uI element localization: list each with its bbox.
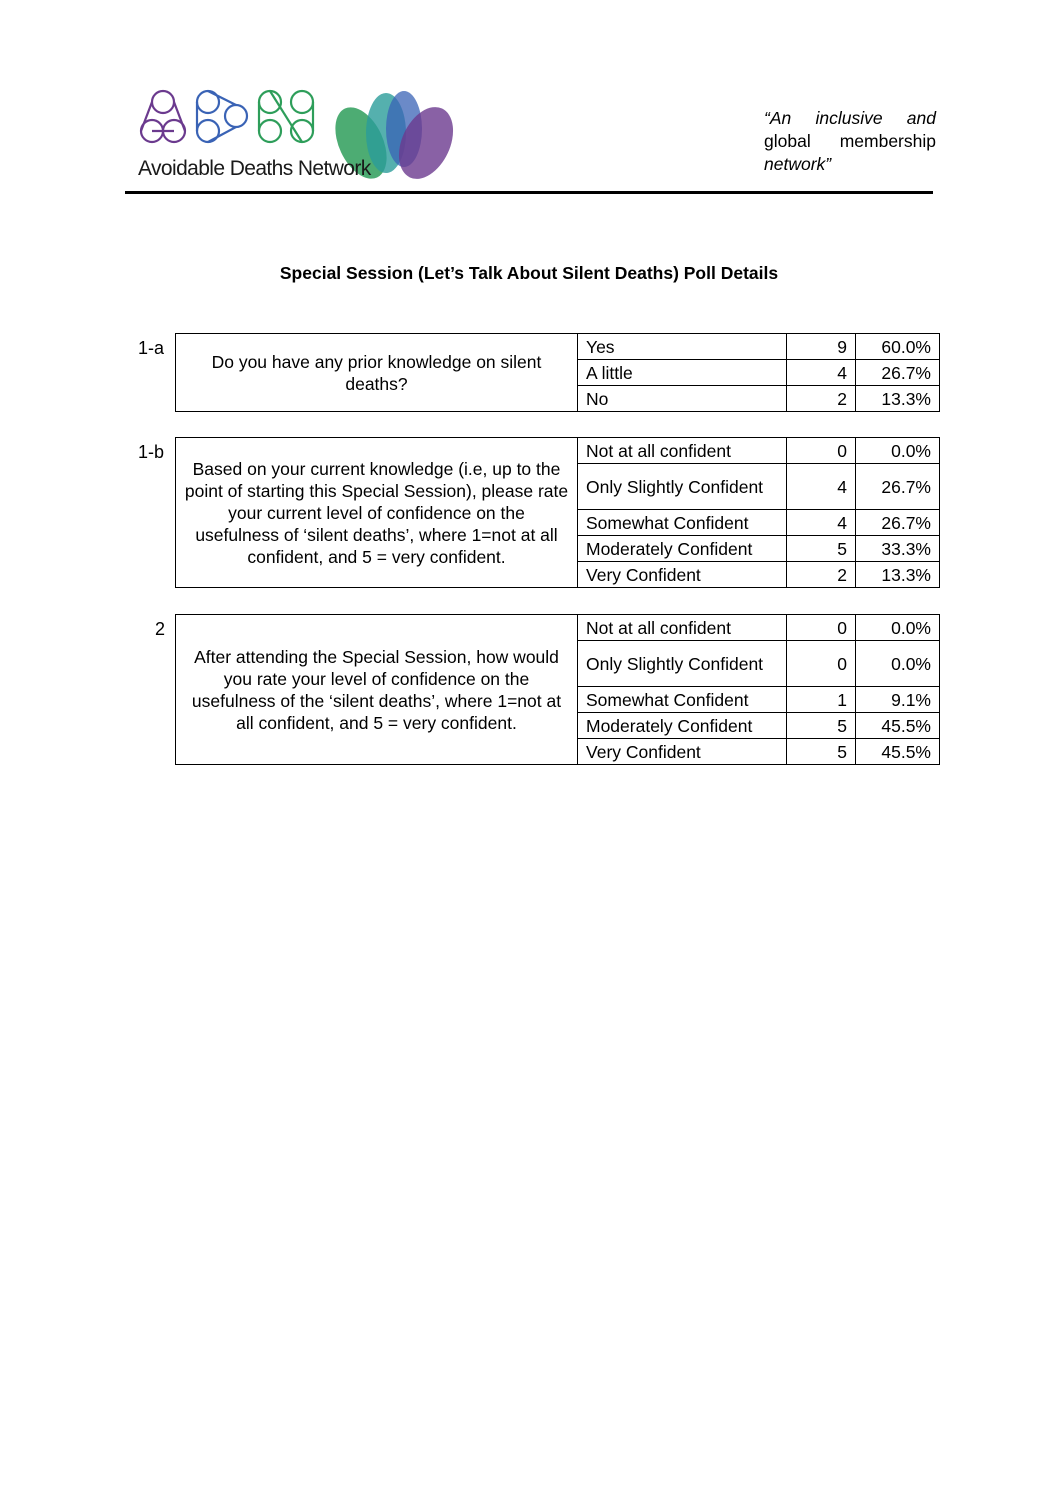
page-header: [0, 0, 1058, 200]
response-percent: 0.0%: [856, 641, 940, 687]
question-number: 1-b: [138, 442, 165, 462]
response-option: A little: [578, 360, 787, 386]
question-number: 2: [155, 619, 166, 639]
poll-table-2: [175, 614, 940, 765]
tagline-word: and: [906, 108, 936, 128]
tagline-word: membership: [839, 131, 936, 151]
question-text: After attending the Special Session, how would you rate your level of confidence on the usefulness of the ‘silent deaths’, where 1=not at all confident, and 5 = very confident.: [176, 615, 578, 765]
response-count: 1: [787, 687, 856, 713]
response-count: 2: [787, 386, 856, 412]
response-percent: 26.7%: [856, 510, 940, 536]
tagline: [764, 107, 936, 176]
tagline-word: global: [764, 131, 811, 151]
response-option: Somewhat Confident: [578, 687, 787, 713]
response-count: 5: [787, 713, 856, 739]
response-percent: 45.5%: [856, 739, 940, 765]
tagline-word: “An: [764, 108, 792, 128]
response-percent: 13.3%: [856, 562, 940, 588]
response-option: Not at all confident: [578, 438, 787, 464]
response-count: 4: [787, 510, 856, 536]
question-number: 1-a: [138, 338, 165, 358]
response-percent: 0.0%: [856, 615, 940, 641]
response-percent: 9.1%: [856, 687, 940, 713]
response-option: No: [578, 386, 787, 412]
response-count: 2: [787, 562, 856, 588]
response-percent: 0.0%: [856, 438, 940, 464]
response-option: Moderately Confident: [578, 536, 787, 562]
question-text: Based on your current knowledge (i.e, up to the point of starting this Special Session), please rate your current level of confidence on the usefulness of ‘silent deaths’, where 1=not at all confident, and 5 = very confident.: [176, 438, 578, 588]
response-percent: 26.7%: [856, 360, 940, 386]
response-count: 4: [787, 360, 856, 386]
table-row: [176, 615, 940, 641]
table-row: [176, 438, 940, 464]
response-count: 0: [787, 438, 856, 464]
logo-wordmark: Avoidable Deaths Network: [138, 157, 371, 180]
response-option: Very Confident: [578, 562, 787, 588]
response-count: 5: [787, 739, 856, 765]
response-option: Only Slightly Confident: [578, 641, 787, 687]
response-option: Moderately Confident: [578, 713, 787, 739]
page-title: Special Session (Let’s Talk About Silent Deaths) Poll Details: [279, 263, 779, 283]
header-divider: [125, 191, 933, 194]
response-percent: 33.3%: [856, 536, 940, 562]
response-count: 4: [787, 464, 856, 510]
question-text: Do you have any prior knowledge on silent deaths?: [176, 334, 578, 412]
response-percent: 26.7%: [856, 464, 940, 510]
poll-table-1a: [175, 333, 940, 412]
response-count: 5: [787, 536, 856, 562]
response-option: Very Confident: [578, 739, 787, 765]
response-percent: 13.3%: [856, 386, 940, 412]
response-option: Somewhat Confident: [578, 510, 787, 536]
response-count: 9: [787, 334, 856, 360]
tagline-word: network”: [764, 154, 832, 174]
table-row: [176, 334, 940, 360]
response-percent: 60.0%: [856, 334, 940, 360]
response-option: Only Slightly Confident: [578, 464, 787, 510]
response-count: 0: [787, 615, 856, 641]
poll-table-1b: [175, 437, 940, 588]
tagline-word: inclusive: [815, 108, 883, 128]
response-percent: 45.5%: [856, 713, 940, 739]
response-option: Yes: [578, 334, 787, 360]
response-option: Not at all confident: [578, 615, 787, 641]
response-count: 0: [787, 641, 856, 687]
